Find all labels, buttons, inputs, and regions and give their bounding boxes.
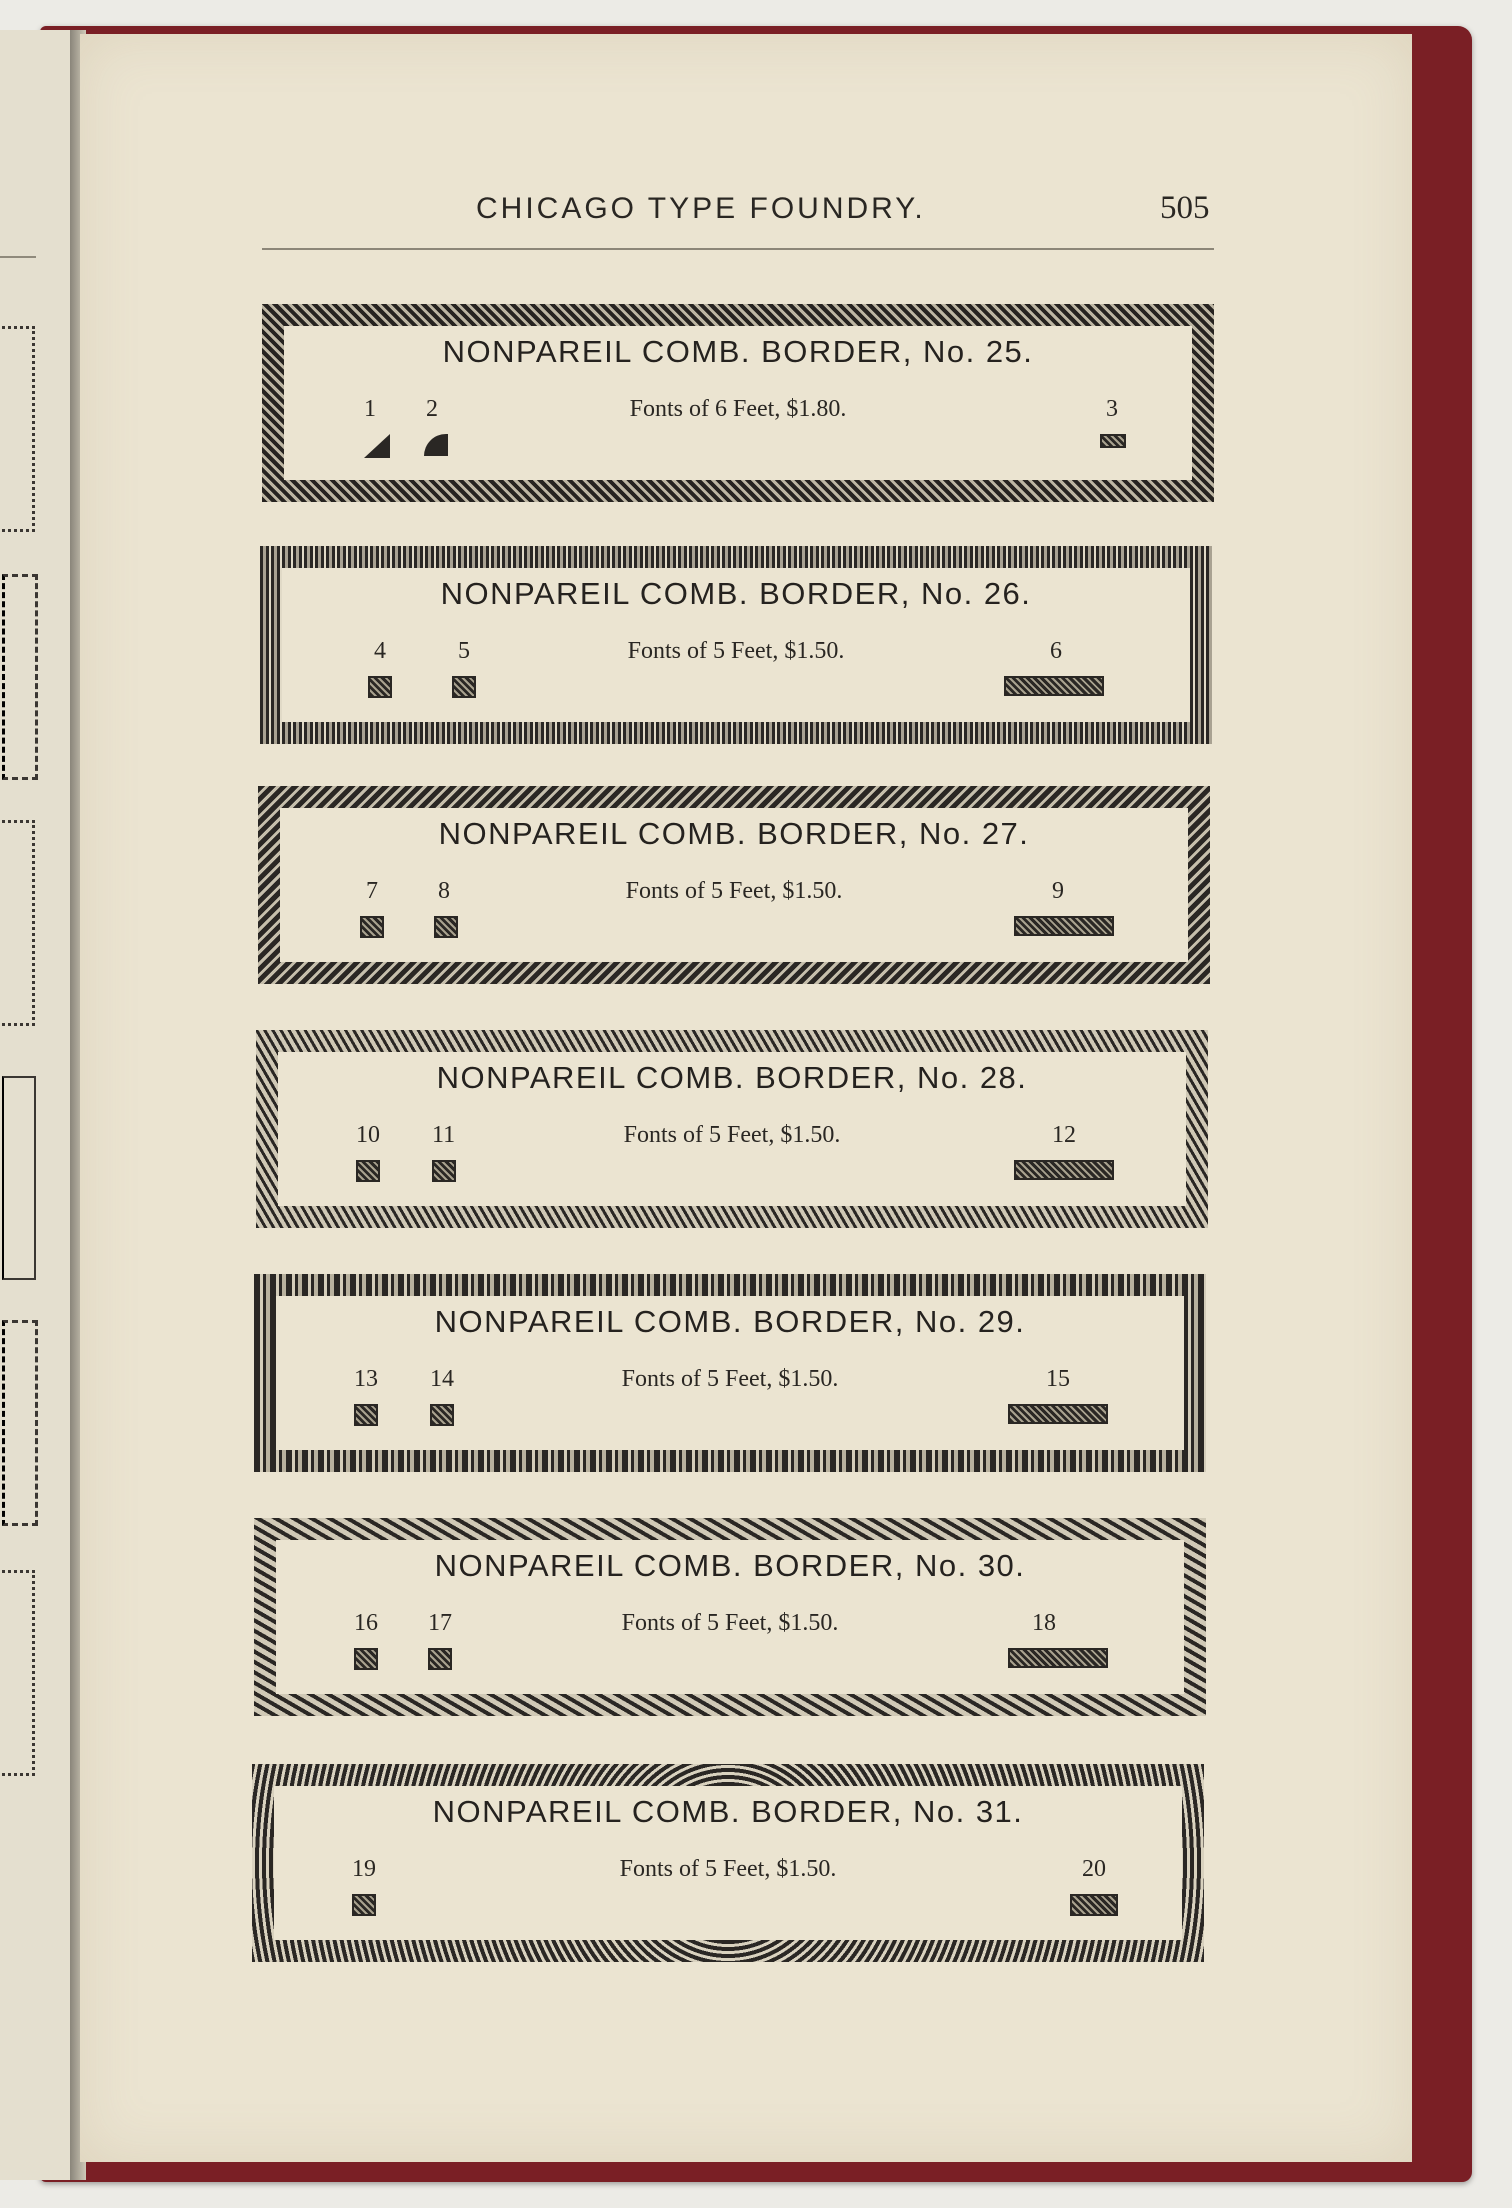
side-piece — [1070, 1894, 1118, 1916]
specimen-price: Fonts of 5 Feet, $1.50. — [625, 878, 843, 904]
specimen-price: Fonts of 5 Feet, $1.50. — [627, 638, 845, 664]
border-strip-piece — [1008, 1648, 1108, 1668]
corner-piece — [356, 1160, 380, 1182]
corner-piece — [354, 1648, 378, 1670]
page-number: 505 — [1160, 190, 1210, 226]
piece-number: 7 — [366, 878, 378, 904]
piece-number: 4 — [374, 638, 386, 664]
border-strip-piece — [1014, 1160, 1114, 1180]
border-specimen-30 — [254, 1518, 1206, 1716]
facing-border-sample — [2, 1570, 35, 1776]
piece-number: 9 — [1052, 878, 1064, 904]
piece-number: 18 — [1032, 1610, 1056, 1636]
corner-quarter-piece — [424, 434, 450, 458]
piece-number: 16 — [354, 1610, 378, 1636]
facing-border-sample — [2, 326, 35, 532]
specimen-price: Fonts of 6 Feet, $1.80. — [629, 396, 847, 422]
border-strip-piece — [1008, 1404, 1108, 1424]
border-specimen-29 — [254, 1274, 1206, 1472]
corner-piece — [368, 676, 392, 698]
specimen-title: NONPAREIL COMB. BORDER, No. 30. — [434, 1548, 1026, 1583]
specimen-title: NONPAREIL COMB. BORDER, No. 28. — [436, 1060, 1028, 1095]
side-piece — [430, 1404, 454, 1426]
piece-number: 12 — [1052, 1122, 1076, 1148]
header-rule — [262, 248, 1214, 250]
piece-number: 5 — [458, 638, 470, 664]
piece-number: 3 — [1106, 396, 1118, 422]
piece-number: 8 — [438, 878, 450, 904]
side-piece — [452, 676, 476, 698]
border-strip-piece — [1100, 434, 1126, 448]
corner-piece — [360, 916, 384, 938]
border-specimen-26 — [260, 546, 1212, 744]
specimen-price: Fonts of 5 Feet, $1.50. — [619, 1856, 837, 1882]
specimen-title: NONPAREIL COMB. BORDER, No. 31. — [432, 1794, 1024, 1829]
piece-number: 1 — [364, 396, 376, 422]
piece-number: 19 — [352, 1856, 376, 1882]
corner-piece — [352, 1894, 376, 1916]
piece-number: 17 — [428, 1610, 452, 1636]
piece-number: 15 — [1046, 1366, 1070, 1392]
specimen-title: NONPAREIL COMB. BORDER, No. 25. — [442, 334, 1034, 369]
border-specimen-31 — [252, 1764, 1204, 1962]
piece-number: 14 — [430, 1366, 454, 1392]
facing-border-sample — [2, 1076, 36, 1280]
border-strip-piece — [1004, 676, 1104, 696]
border-specimen-28 — [256, 1030, 1208, 1228]
specimen-price: Fonts of 5 Feet, $1.50. — [623, 1122, 841, 1148]
facing-page-edge — [0, 30, 78, 2180]
piece-number: 6 — [1050, 638, 1062, 664]
specimen-price: Fonts of 5 Feet, $1.50. — [621, 1610, 839, 1636]
border-strip-piece — [1014, 916, 1114, 936]
specimen-title: NONPAREIL COMB. BORDER, No. 26. — [440, 576, 1032, 611]
corner-piece — [354, 1404, 378, 1426]
facing-border-sample — [2, 1320, 38, 1526]
piece-number: 11 — [432, 1122, 456, 1148]
border-specimen-25 — [262, 304, 1214, 502]
side-piece — [434, 916, 458, 938]
piece-number: 20 — [1082, 1856, 1106, 1882]
page-header-title: CHICAGO TYPE FOUNDRY. — [476, 192, 926, 225]
specimen-title: NONPAREIL COMB. BORDER, No. 29. — [434, 1304, 1026, 1339]
piece-number: 13 — [354, 1366, 378, 1392]
border-specimen-27 — [258, 786, 1210, 984]
facing-border-sample — [2, 574, 38, 780]
specimen-title: NONPAREIL COMB. BORDER, No. 27. — [438, 816, 1030, 851]
side-piece — [428, 1648, 452, 1670]
piece-number: 2 — [426, 396, 438, 422]
facing-border-sample — [2, 820, 35, 1026]
corner-triangle-piece — [364, 434, 390, 458]
piece-number: 10 — [356, 1122, 380, 1148]
specimen-price: Fonts of 5 Feet, $1.50. — [621, 1366, 839, 1392]
facing-page-rule — [0, 256, 36, 258]
side-piece — [432, 1160, 456, 1182]
